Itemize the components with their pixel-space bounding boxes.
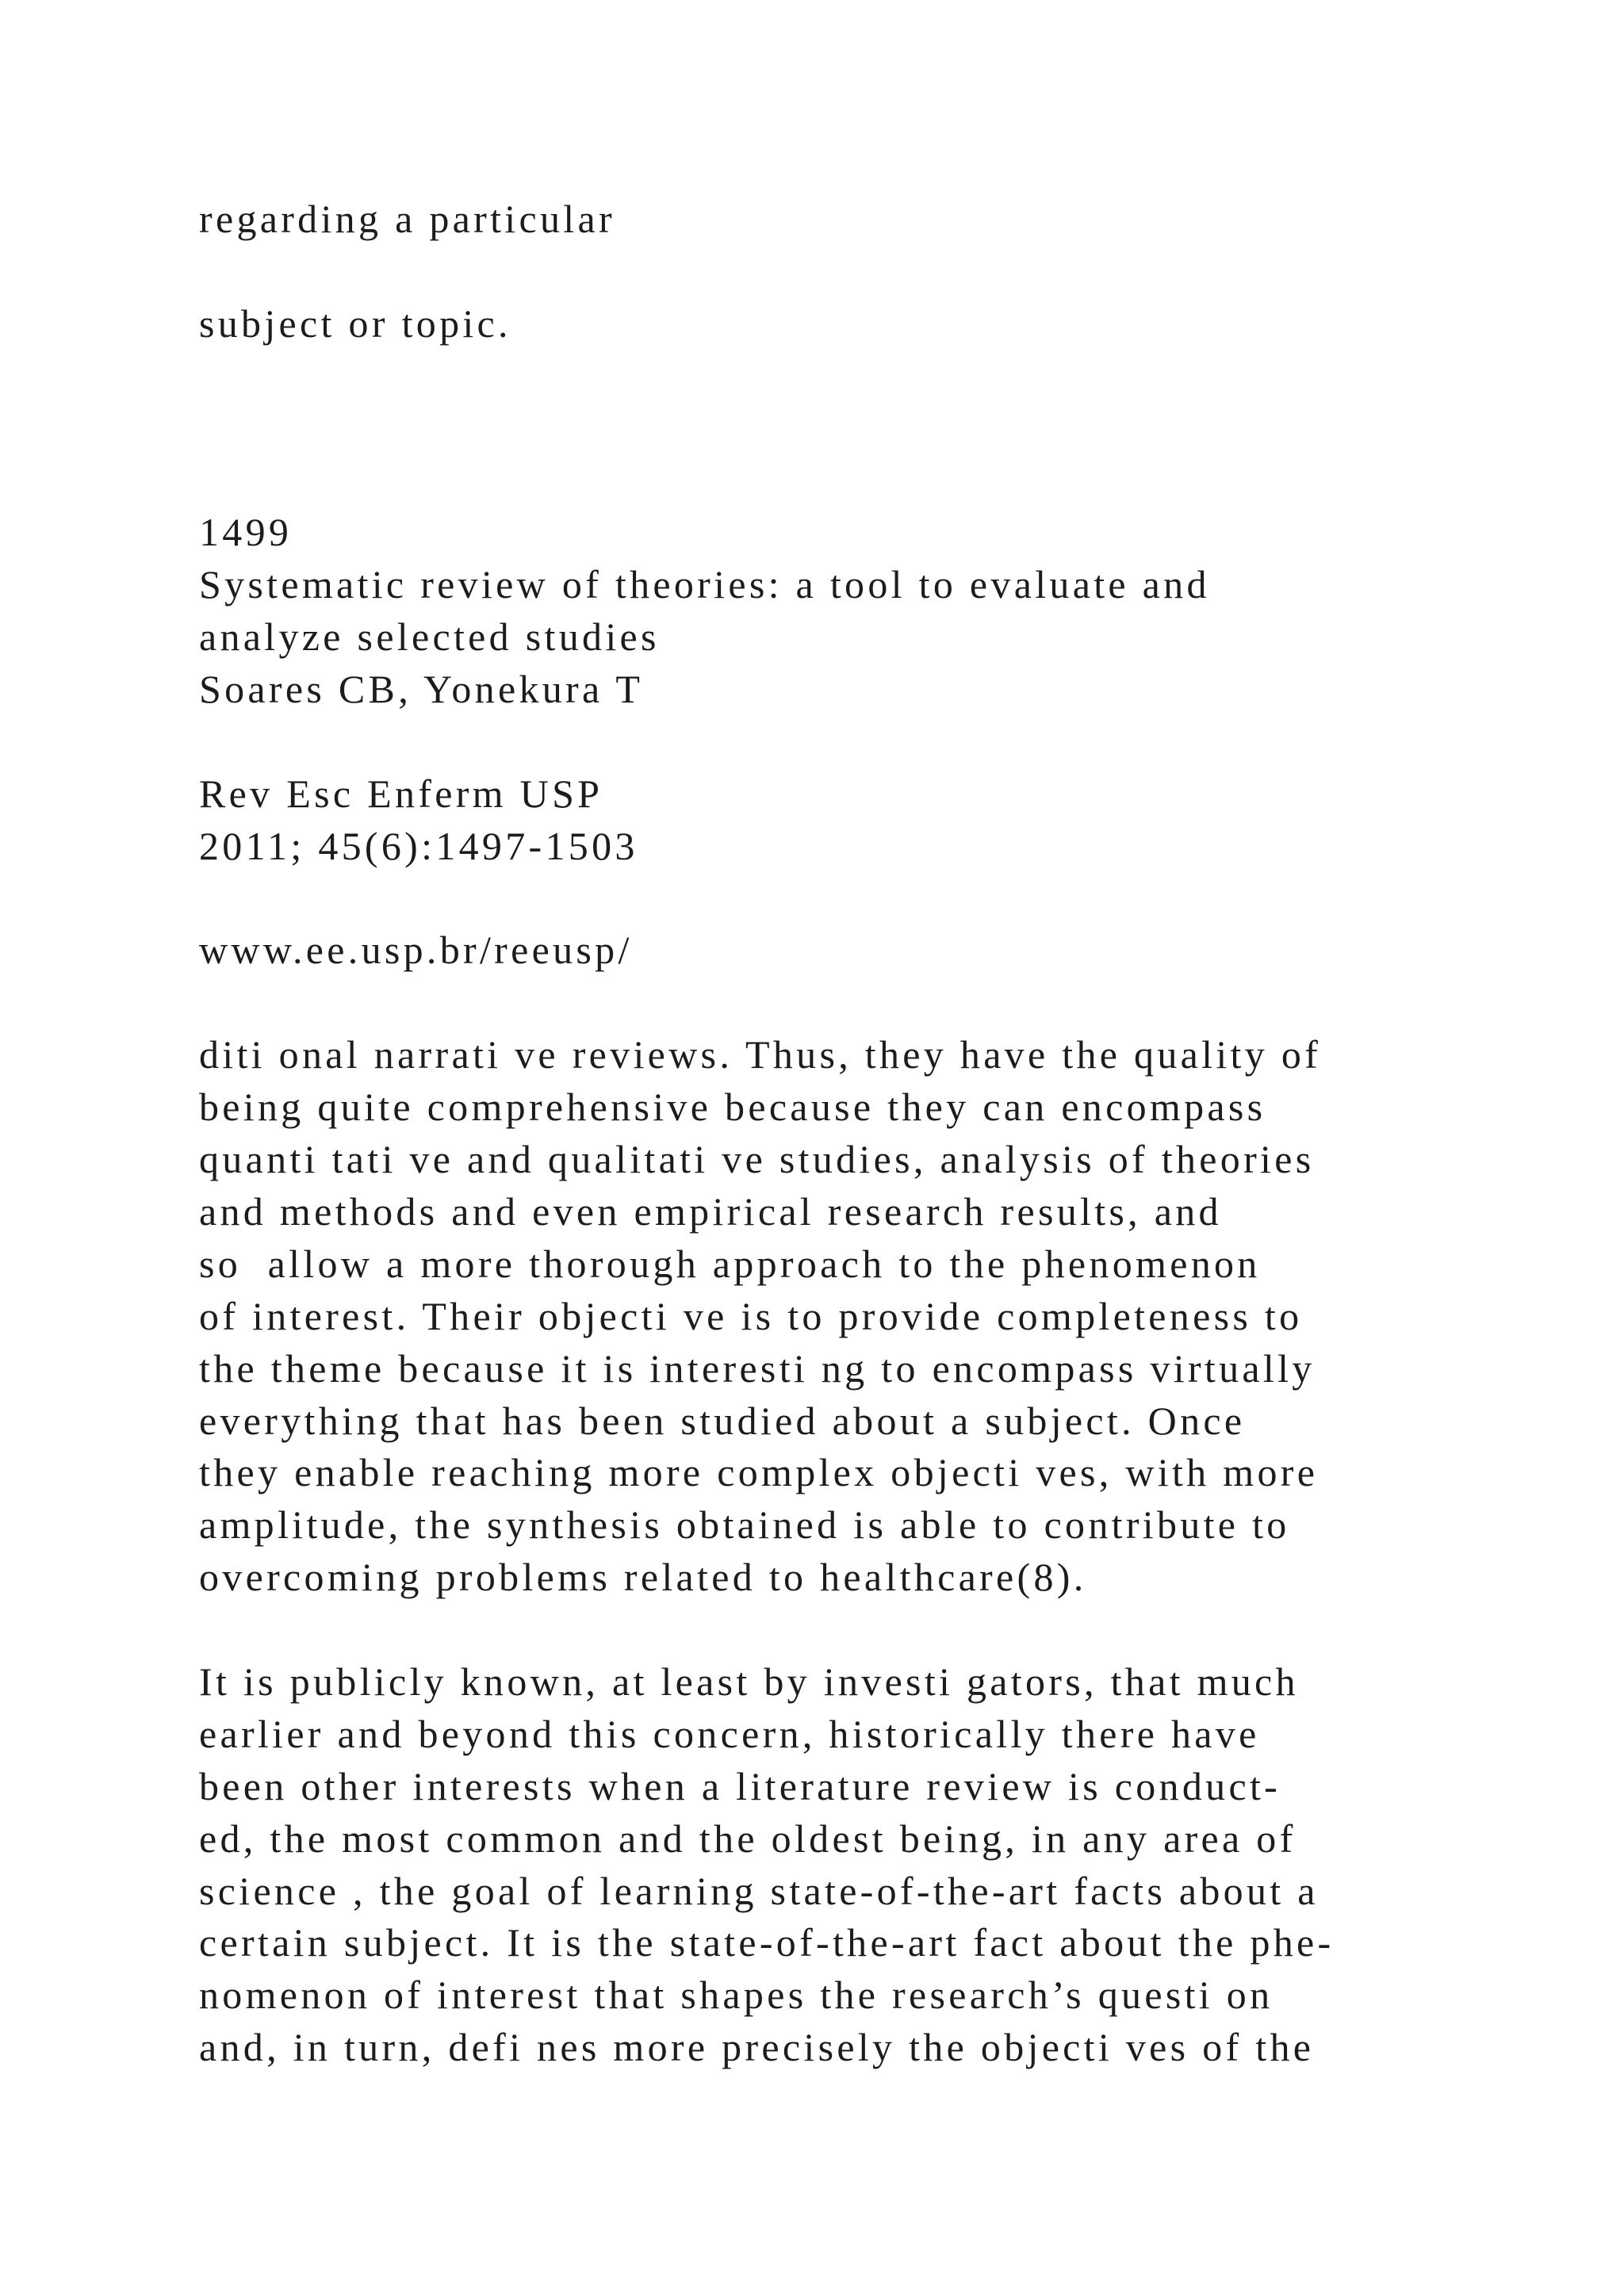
article-title-line: analyze selected studies — [199, 614, 660, 660]
paragraph-line: It is publicly known, at least by investi gators, that much — [199, 1659, 1299, 1704]
journal-name: Rev Esc Enferm USP — [199, 771, 603, 816]
paragraph-line: earlier and beyond this concern, historically there have — [199, 1711, 1260, 1756]
paragraph-line: certain subject. It is the state-of-the-art fact about the phe- — [199, 1920, 1335, 1965]
running-header — [199, 507, 1335, 977]
blank-line — [199, 1604, 1335, 1656]
journal-url: www.ee.usp.br/reeusp/ — [199, 928, 633, 973]
page-number: 1499 — [199, 510, 293, 555]
paragraph-line: diti onal narrati ve reviews. Thus, they have the quality of — [199, 1032, 1322, 1077]
page-content — [199, 193, 1335, 2074]
article-title-line: Systematic review of theories: a tool to evaluate and — [199, 562, 1210, 607]
fragment-line: subject or topic. — [199, 300, 511, 346]
blank-line — [199, 873, 1335, 925]
citation: 2011; 45(6):1497-1503 — [199, 823, 638, 868]
paragraph-line: and, in turn, defi nes more precisely the objecti ves of the — [199, 2025, 1315, 2070]
blank-line — [199, 716, 1335, 768]
paragraph-line: science , the goal of learning state-of-the-art facts about a — [199, 1868, 1319, 1913]
paragraph-line: everything that has been studied about a subject. Once — [199, 1398, 1246, 1443]
paragraph-line: ed, the most common and the oldest being, in any area of — [199, 1816, 1297, 1861]
paragraph-line: so allow a more thorough approach to the phenomenon — [199, 1241, 1261, 1286]
text-fragment — [199, 193, 1335, 350]
blank-line — [199, 977, 1335, 1029]
paragraph-line: the theme because it is interesti ng to encompass virtually — [199, 1345, 1316, 1391]
paragraph-line: nomenon of interest that shapes the research’s questi on — [199, 1973, 1274, 2018]
paragraph-line: being quite comprehensive because they can encompass — [199, 1085, 1266, 1130]
paragraph-line: and methods and even empirical research results, and — [199, 1188, 1222, 1234]
paragraph-line: been other interests when a literature review is conduct- — [199, 1763, 1281, 1808]
blank-lines — [199, 350, 1335, 507]
paragraph-line: of interest. Their objecti ve is to provide completeness to — [199, 1293, 1303, 1338]
paragraph-line: overcoming problems related to healthcare(8). — [199, 1555, 1087, 1600]
paragraph-line: they enable reaching more complex objecti ves, with more — [199, 1450, 1319, 1495]
paragraph — [199, 1656, 1335, 2074]
paragraph — [199, 1029, 1335, 1604]
fragment-line: regarding a particular — [199, 197, 615, 241]
blank-line — [199, 246, 1335, 298]
paragraph-line: quanti tati ve and qualitati ve studies, analysis of theories — [199, 1137, 1315, 1182]
paragraph-line: amplitude, the synthesis obtained is able to contribute to — [199, 1502, 1290, 1548]
authors: Soares CB, Yonekura T — [199, 667, 644, 712]
